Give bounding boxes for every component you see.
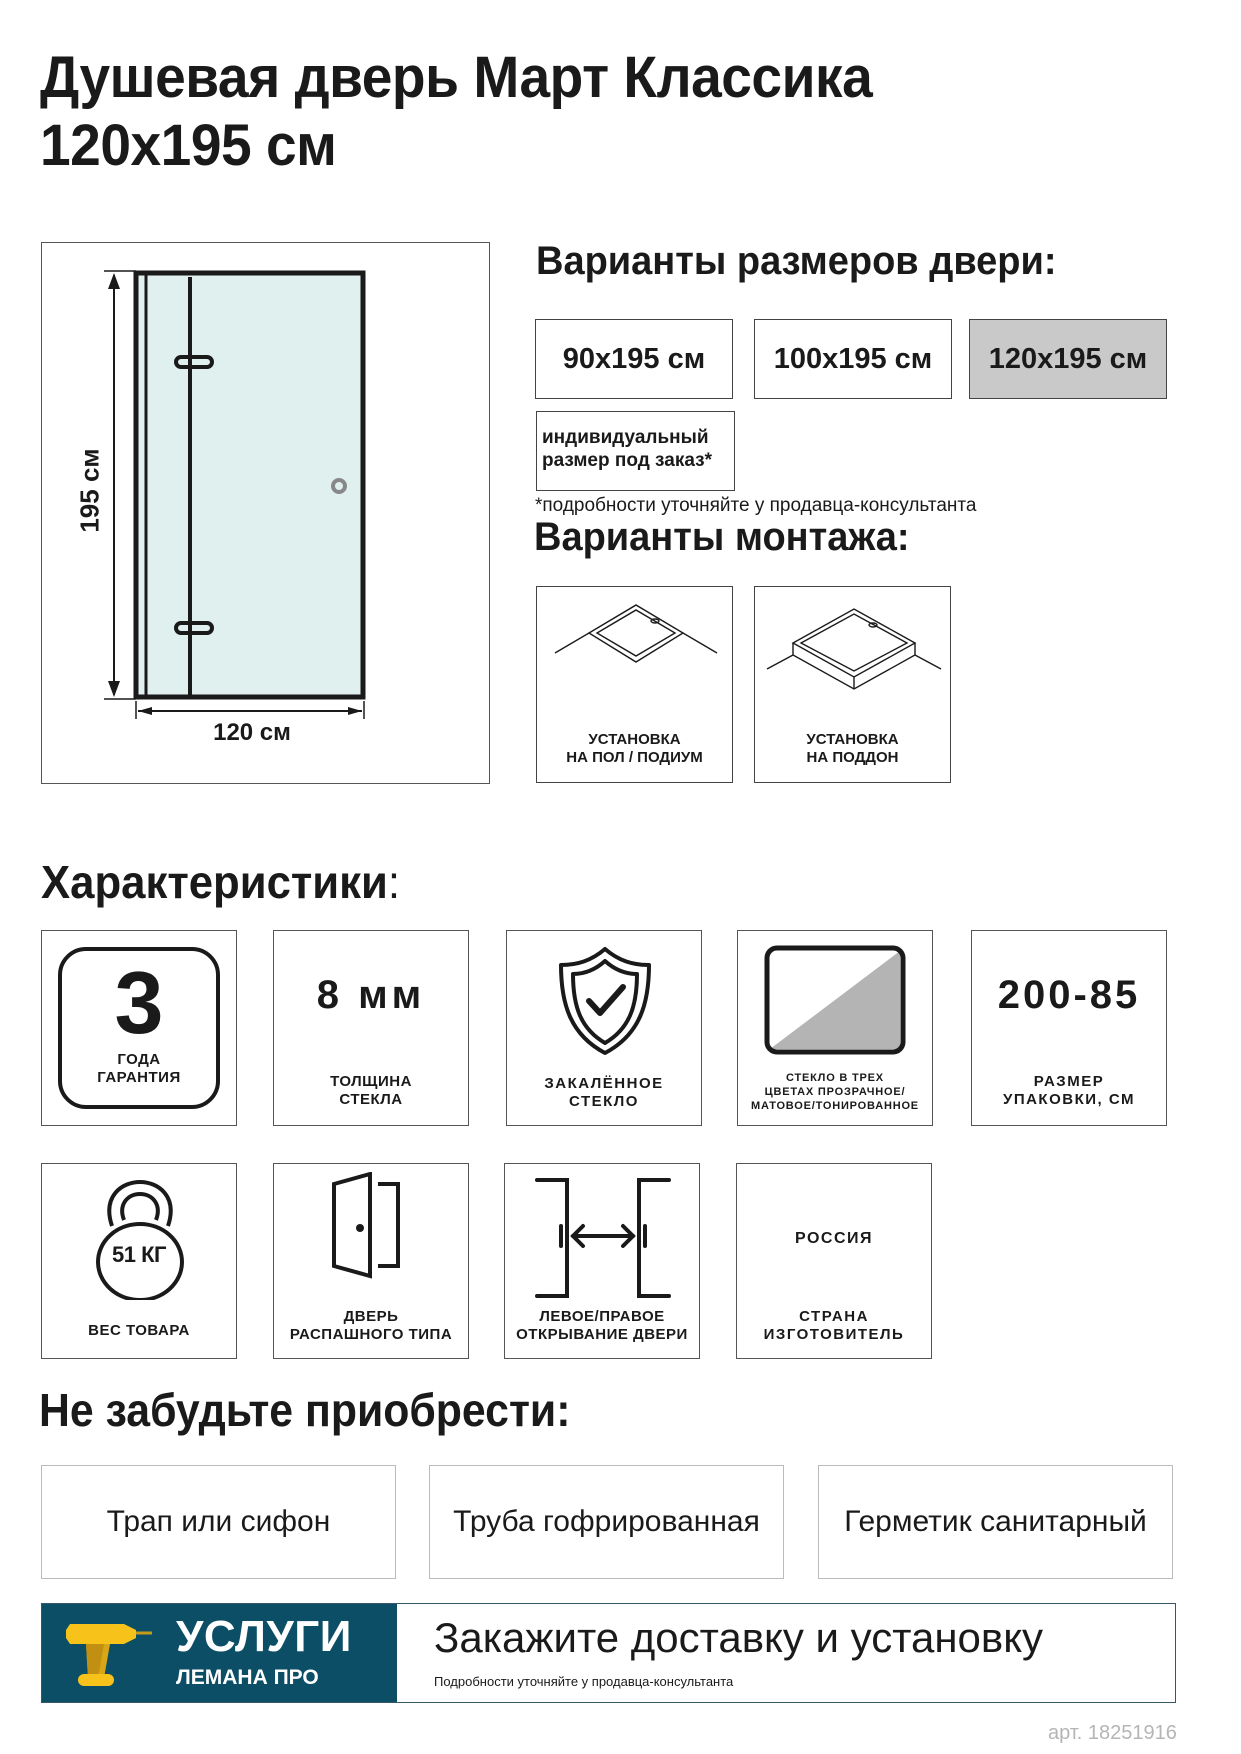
width-label: 120 см (213, 719, 291, 746)
related-item-sealant[interactable]: Герметик санитарный (818, 1465, 1173, 1579)
specs-heading: Характеристики: (41, 856, 401, 908)
floor-tray-icon (537, 587, 734, 727)
size-option-90x195[interactable]: 90x195 см (535, 319, 733, 399)
shower-door-drawing-icon (42, 243, 491, 785)
services-title: УСЛУГИ (176, 1612, 352, 1661)
spec-tempered: ЗАКАЛЁННОЕ СТЕКЛО (506, 930, 702, 1126)
glass-colors-icon (764, 945, 906, 1057)
thickness-icon: 8 мм (316, 973, 426, 1017)
package-size-icon: 200-85 (997, 973, 1141, 1017)
swing-door-icon (326, 1172, 416, 1282)
height-label: 195 см (74, 448, 105, 533)
custom-size-option[interactable]: индивидуальный размер под заказ* (536, 411, 735, 491)
mounting-heading: Варианты монтажа: (534, 515, 910, 559)
size-footnote: *подробности уточняйте у продавца-консультанта (535, 495, 977, 516)
left-right-opening-icon (535, 1174, 671, 1298)
spec-glass-colors: СТЕКЛО В ТРЕХ ЦВЕТАХ ПРОЗРАЧНОЕ/ МАТОВОЕ/ТОНИРОВАННОЕ (737, 930, 933, 1126)
spec-country: РОССИЯ СТРАНА ИЗГОТОВИТЕЛЬ (736, 1163, 932, 1359)
drill-icon (64, 1618, 154, 1690)
spec-warranty: 3 ГОДА ГАРАНТИЯ (41, 930, 237, 1126)
door-diagram (41, 242, 490, 784)
services-brand: ЛЕМАНА ПРО (176, 1666, 319, 1689)
services-brand-block (42, 1604, 397, 1702)
related-item-drain[interactable]: Трап или сифон (41, 1465, 396, 1579)
spec-package-size: 200-85 РАЗМЕР УПАКОВКИ, СМ (971, 930, 1167, 1126)
services-headline: Закажите доставку и установку (434, 1614, 1044, 1661)
sizes-heading: Варианты размеров двери: (536, 239, 1057, 283)
spec-opening-side: ЛЕВОЕ/ПРАВОЕ ОТКРЫВАНИЕ ДВЕРИ (504, 1163, 700, 1359)
spec-thickness: 8 мм ТОЛЩИНА СТЕКЛА (273, 930, 469, 1126)
kettlebell-icon (92, 1176, 188, 1300)
related-item-pipe[interactable]: Труба гофрированная (429, 1465, 784, 1579)
size-option-120x195[interactable]: 120x195 см (969, 319, 1167, 399)
spec-swing-door: ДВЕРЬ РАСПАШНОГО ТИПА (273, 1163, 469, 1359)
mount-option-floor: УСТАНОВКА НА ПОЛ / ПОДИУМ (536, 586, 733, 783)
spec-weight: 51 КГ ВЕС ТОВАРА (41, 1163, 237, 1359)
mount-option-tray: УСТАНОВКА НА ПОДДОН (754, 586, 951, 783)
shield-check-icon (555, 945, 655, 1057)
article-number: арт. 18251916 (1048, 1722, 1177, 1744)
country-icon: РОССИЯ (794, 1230, 873, 1247)
related-heading: Не забудьте приобрести: (39, 1384, 571, 1436)
page-title: Душевая дверь Март Классика 120x195 см (40, 45, 873, 178)
services-subtext: Подробности уточняйте у продавца-консультанта (434, 1674, 734, 1689)
shower-tray-icon (755, 587, 952, 727)
services-banner[interactable] (41, 1603, 1176, 1703)
size-option-100x195[interactable]: 100x195 см (754, 319, 952, 399)
